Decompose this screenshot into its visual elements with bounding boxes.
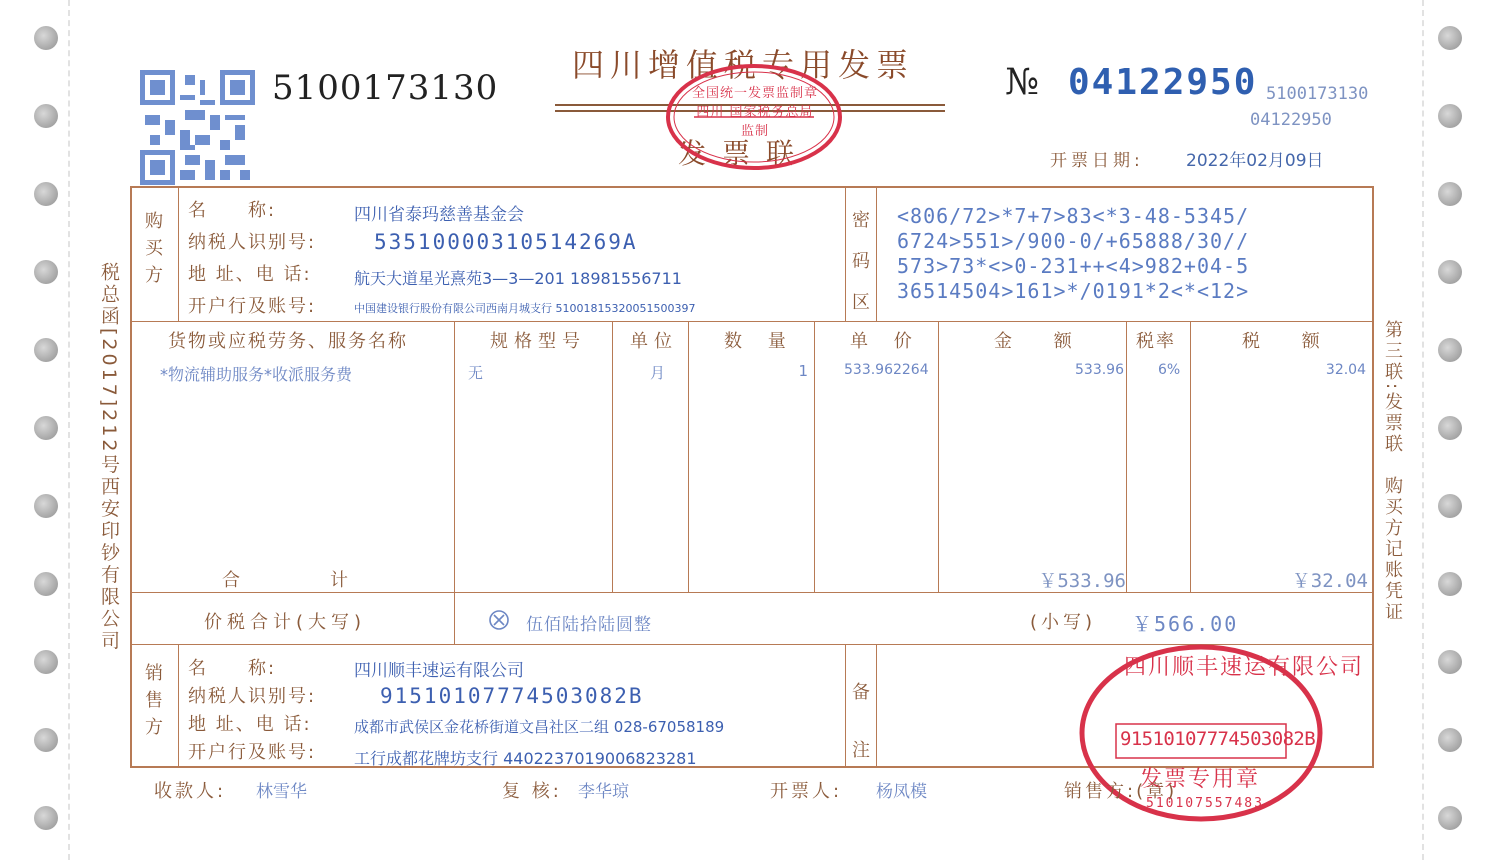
item-price: 533.962264 (844, 362, 929, 378)
seller-stamp-number: 510107557483 (1146, 796, 1264, 811)
seller-bank-label: 开户行及账号: (188, 742, 317, 763)
feed-hole (34, 104, 58, 128)
row-divider-buyer (130, 321, 1374, 322)
copy-side-text: 第三联:发票联 购买方记账凭证 (1382, 320, 1403, 624)
issue-date: 2022年02月09日 (1186, 151, 1324, 171)
seller-stamp-tax-id: 91510107774503082B (1120, 728, 1316, 750)
seller-remark-divider-2 (876, 644, 877, 768)
feed-hole (34, 650, 58, 674)
total-label: 合 计 (222, 570, 348, 591)
col-header-spec: 规格型号 (490, 331, 586, 352)
right-perforation (1422, 0, 1424, 860)
supervision-stamp-text: 全国统一发票监制章 四川 国家税务总局监制 (691, 86, 818, 139)
item-amount: 533.96 (1075, 362, 1124, 378)
col-divider-price (814, 321, 815, 592)
drawer: 杨凤模 (876, 782, 927, 802)
buyer-label-divider (178, 186, 179, 321)
feed-hole (1438, 806, 1462, 830)
feed-hole (1438, 260, 1462, 284)
grand-total-label: 价税合计(大写) (204, 612, 367, 633)
seller-seal-label: 销售方:(章) (1064, 781, 1178, 802)
invoice-title: 四川增值税专用发票 (572, 46, 915, 84)
invoice-subtitle: 发票联 (678, 137, 811, 170)
buyer-bank: 中国建设银行股份有限公司西南月城支行 51001815320051500397 (354, 302, 696, 315)
item-qty: 1 (798, 362, 808, 380)
col-divider-unit (612, 321, 613, 592)
seller-stamp-company: 四川顺丰速运有限公司 (1124, 655, 1365, 680)
feed-hole (1438, 338, 1462, 362)
cipher-line: 573>73*<>0-231++<4>982+04-5 (897, 254, 1250, 278)
feed-hole (1438, 416, 1462, 440)
col-header-name: 货物或应税劳务、服务名称 (168, 331, 408, 352)
seller-address-label: 地 址、电 话: (188, 714, 312, 735)
cipher-section-label: 密 码 区 (852, 210, 870, 313)
remark-section-label: 备 注 (852, 682, 870, 761)
item-tax: 32.04 (1325, 362, 1366, 378)
seller-tax-id: 91510107774503082B (380, 684, 644, 708)
col-divider-tax (1190, 321, 1191, 592)
item-rate: 6% (1158, 362, 1181, 378)
buyer-address: 航天大道星光熹苑3—3—201 18981556711 (354, 269, 682, 288)
buyer-tax-id-label: 纳税人识别号: (188, 232, 317, 253)
seller-bank: 工行成都花牌坊支行 4402237019006823281 (354, 749, 697, 768)
reviewer-label: 复 核: (502, 781, 562, 802)
feed-hole (34, 806, 58, 830)
qr-code (140, 70, 255, 185)
feed-hole (1438, 728, 1462, 752)
invoice-number: 04122950 (1068, 62, 1258, 103)
feed-hole (1438, 494, 1462, 518)
payee-label: 收款人: (154, 781, 227, 802)
seller-remark-divider-1 (845, 644, 846, 768)
feed-hole (1438, 572, 1462, 596)
buyer-bank-label: 开户行及账号: (188, 296, 317, 317)
issue-date-label: 开票日期: (1050, 151, 1144, 171)
seller-tax-id-label: 纳税人识别号: (188, 686, 317, 707)
feed-hole (1438, 26, 1462, 50)
col-header-qty: 数 量 (724, 331, 796, 352)
feed-hole (34, 26, 58, 50)
feed-hole (1438, 182, 1462, 206)
grand-total-upper: 伍佰陆拾陆圆整 (526, 615, 652, 635)
small-invoice-number: 04122950 (1250, 110, 1332, 130)
item-unit: 月 (650, 364, 666, 382)
number-symbol: № (1005, 62, 1040, 103)
left-feed-strip (0, 0, 60, 860)
feed-hole (1438, 104, 1462, 128)
invoice-code: 5100173130 (272, 68, 499, 108)
total-tax: ￥32.04 (1291, 570, 1368, 592)
feed-hole (34, 494, 58, 518)
feed-hole (1438, 650, 1462, 674)
col-divider-amount (938, 321, 939, 592)
buyer-name-label: 名 称: (188, 200, 277, 221)
col-header-rate: 税率 (1136, 331, 1176, 352)
cipher-line: 36514504>161>*/0191*2<*<12> (897, 279, 1250, 303)
buyer-tax-id: 53510000310514269A (374, 230, 638, 254)
col-divider-qty (688, 321, 689, 592)
buyer-section-label: 购 买 方 (145, 211, 163, 286)
col-header-price: 单 价 (850, 331, 922, 352)
right-feed-strip (1430, 0, 1490, 860)
buyer-address-label: 地 址、电 话: (188, 264, 312, 285)
feed-hole (34, 416, 58, 440)
item-spec: 无 (468, 364, 484, 382)
payee: 林雪华 (256, 782, 307, 802)
seller-stamp-text: 发票专用章 (1140, 767, 1261, 792)
cipher-line: 6724>551>/900-0/+65888/30// (897, 229, 1250, 253)
drawer-label: 开票人: (770, 781, 843, 802)
seller-section-label: 销 售 方 (145, 663, 163, 738)
buyer-name: 四川省泰玛慈善基金会 (354, 205, 524, 225)
grand-total-lower: ￥566.00 (1132, 612, 1239, 636)
reviewer: 李华琼 (578, 782, 629, 802)
cipher-line: <806/72>*7+7>83<*3-48-5345/ (897, 204, 1250, 228)
buyer-cipher-divider-2 (876, 186, 877, 321)
buyer-cipher-divider-1 (845, 186, 846, 321)
item-name: *物流辅助服务*收派服务费 (160, 365, 353, 384)
col-header-amount: 金 额 (994, 331, 1078, 352)
small-invoice-code: 5100173130 (1266, 84, 1369, 104)
row-divider-items (130, 592, 1374, 593)
feed-hole (34, 338, 58, 362)
seller-address: 成都市武侯区金花桥街道文昌社区二组 028-67058189 (354, 718, 725, 736)
feed-hole (34, 260, 58, 284)
total-amount: ￥533.96 (1038, 570, 1126, 592)
circled-x-icon (488, 609, 510, 631)
printer-side-text: 税总函[2017]212号西安印钞有限公司 (98, 262, 120, 653)
seller-name-label: 名 称: (188, 658, 277, 679)
col-header-tax: 税 额 (1242, 331, 1326, 352)
seller-label-divider (178, 644, 179, 768)
left-perforation (68, 0, 70, 860)
feed-hole (34, 182, 58, 206)
feed-hole (34, 572, 58, 596)
seller-name: 四川顺丰速运有限公司 (354, 661, 524, 681)
col-divider-rate (1126, 321, 1127, 592)
feed-hole (34, 728, 58, 752)
col-divider-spec (454, 321, 455, 644)
grand-total-lower-label: (小写) (1030, 612, 1097, 633)
col-header-unit: 单位 (630, 331, 678, 352)
